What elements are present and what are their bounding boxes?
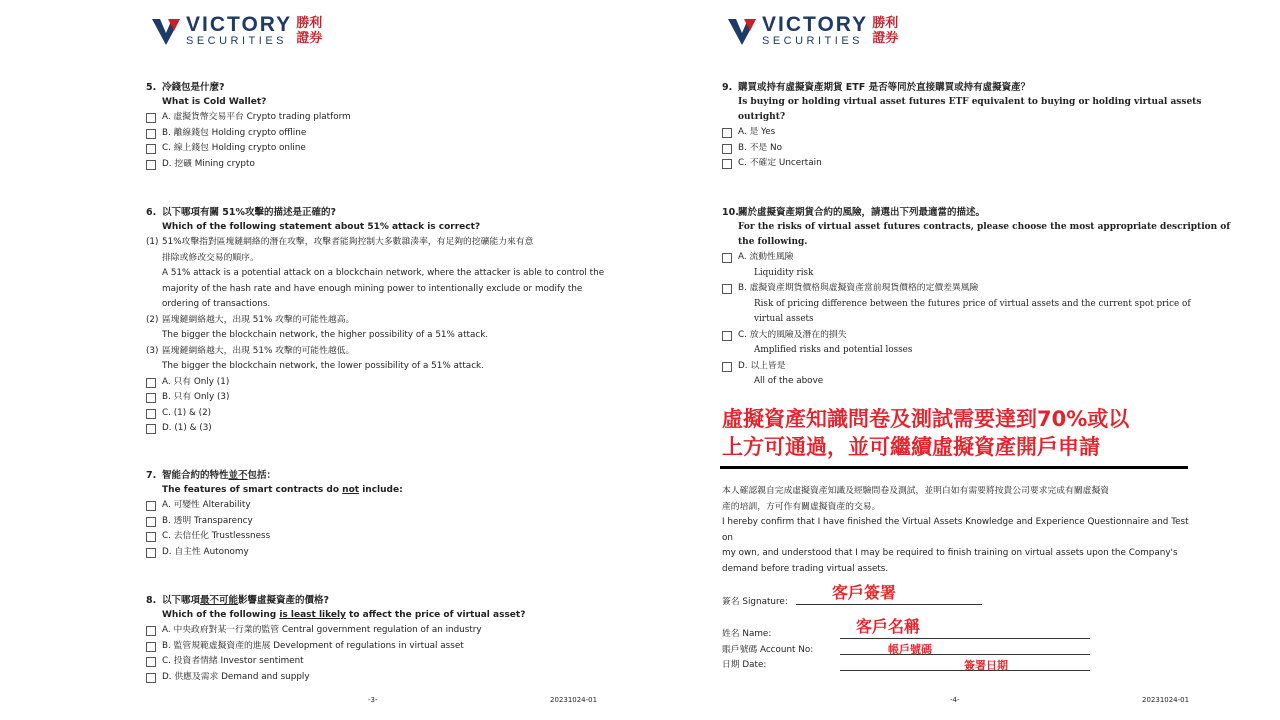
page-number: -3- — [368, 696, 378, 704]
notice-line-1: 虛擬資產知識問卷及測試需要達到70%或以 — [722, 407, 1130, 431]
confirm-text: 產的培訓，方可作有關虛擬資產的交易。 — [722, 501, 881, 512]
checkbox[interactable] — [146, 409, 156, 419]
q9-number: 9. — [722, 82, 733, 93]
option-label: C. 投資者情緒 Investor sentiment — [162, 656, 304, 666]
q6-number: 6. — [146, 207, 157, 218]
q8-number: 8. — [146, 595, 157, 606]
q5-english: What is Cold Wallet? — [162, 97, 267, 107]
statement-text: 51%攻擊指對區塊鏈網絡的潛在攻擊，攻擊者能夠控制大多數雜湊率，有足夠的挖礦能力來有意 — [162, 237, 534, 247]
checkbox[interactable] — [146, 657, 156, 667]
q10-english-2: the following. — [738, 237, 808, 247]
date-placeholder: 簽署日期 — [964, 659, 1008, 672]
option-label: A. 是 Yes — [738, 127, 776, 137]
checkbox[interactable] — [146, 424, 156, 434]
q9-option-c[interactable] — [722, 156, 1201, 172]
q9-english-1: Is buying or holding virtual asset futures ETF equivalent to buying or holding virtual assets — [738, 97, 1202, 107]
confirm-text: my own, and understood that I may be required to finish training on virtual assets upon the Company's — [722, 548, 1178, 558]
logo-sub: SECURITIES — [762, 35, 864, 47]
q5-title: 冷錢包是什麼? — [162, 82, 225, 93]
option-label: C. 放大的風險及潛在的損失 — [738, 329, 847, 340]
option-label: D. (1) & (3) — [162, 423, 212, 433]
q7-option-a[interactable] — [146, 498, 403, 514]
checkbox[interactable] — [722, 159, 732, 169]
q10-english-1: For the risks of virtual asset futures contracts, please choose the most appropriate description of — [738, 222, 1231, 232]
statement-label: (2) — [146, 314, 159, 325]
q9-option-a[interactable] — [722, 125, 1201, 141]
q8-title-underlined: 最不可能 — [200, 595, 239, 606]
option-label: B. 監管規範虛擬資產的進展 Development of regulations in virtual asset — [162, 640, 464, 651]
q10-option-a[interactable] — [722, 250, 1230, 266]
checkbox[interactable] — [146, 532, 156, 542]
signature-placeholder: 客戶簽署 — [832, 583, 897, 602]
question-7 — [146, 468, 403, 560]
statement-text: 區塊鏈網絡越大，出現 51% 攻擊的可能性越低。 — [162, 345, 355, 356]
question-5 — [146, 80, 351, 172]
option-label: C. (1) & (2) — [162, 407, 212, 418]
account-label: 賬戶號碼 Account No: — [722, 645, 814, 655]
checkbox[interactable] — [146, 160, 156, 170]
option-english: Liquidity risk — [754, 267, 814, 278]
option-label: C. 線上錢包 Holding crypto online — [162, 143, 306, 153]
option-label: B. 只有 Only (3) — [162, 392, 230, 402]
q7-en-underlined: not — [342, 485, 360, 495]
option-english: Risk of pricing difference between the futures price of virtual assets and the current spot price of — [754, 298, 1191, 309]
q7-title-underlined: 並不 — [228, 470, 248, 481]
victory-logo-mark-icon — [150, 15, 182, 47]
logo-brand: VICTORY — [762, 13, 869, 36]
notice-line-2: 上方可通過，並可繼續虛擬資產開戶申請 — [722, 435, 1100, 459]
document-code: 20231024-01 — [550, 696, 598, 704]
statement-text: 區塊鏈網絡越大，出現 51% 攻擊的可能性越高。 — [162, 314, 355, 325]
option-label: D. 自主性 Autonomy — [162, 546, 249, 557]
logo-brand: VICTORY — [186, 13, 293, 36]
option-label: C. 去信任化 Trustlessness — [162, 531, 271, 541]
statement-2 — [146, 313, 604, 344]
q6-option-d[interactable] — [146, 421, 604, 437]
statement-text: 排除或修改交易的順序。 — [162, 252, 259, 263]
checkbox[interactable] — [146, 393, 156, 403]
checkbox[interactable] — [146, 378, 156, 388]
checkbox[interactable] — [146, 144, 156, 154]
q8-title: 以下哪項 — [162, 595, 201, 606]
q7-title: 智能合約的特性 — [162, 470, 229, 481]
option-label: C. 不確定 Uncertain — [738, 158, 822, 168]
statement-label: (1) — [146, 237, 159, 247]
q10-number: 10. — [722, 207, 739, 218]
q8-option-c[interactable] — [146, 654, 525, 670]
option-english: Amplified risks and potential losses — [754, 345, 913, 355]
question-8 — [146, 593, 525, 685]
logo-cn-1: 勝利 — [296, 15, 323, 31]
statement-text: The bigger the blockchain network, the higher possibility of a 51% attack. — [162, 330, 489, 340]
option-label: A. 可變性 Alterability — [162, 500, 251, 510]
statement-text: The bigger the blockchain network, the lower possibility of a 51% attack. — [162, 361, 484, 371]
q9-title: 購買或持有虛擬資產期貨 ETF 是否等同於直接購買或持有虛擬資產？ — [738, 82, 1031, 93]
statement-1 — [146, 235, 604, 313]
confirm-text: demand before trading virtual assets. — [722, 563, 889, 574]
divider — [720, 466, 1188, 469]
q9-english-2: outright? — [738, 112, 786, 122]
statement-text: ordering of transactions. — [162, 299, 271, 309]
victory-logo — [726, 14, 898, 47]
q9-option-b[interactable] — [722, 141, 1201, 157]
q10-option-c[interactable] — [722, 328, 1230, 344]
checkbox[interactable] — [722, 284, 732, 294]
checkbox[interactable] — [722, 144, 732, 154]
statement-text: majority of the hash rate and have enough mining power to intentionally exclude or modify the — [162, 283, 583, 294]
q8-en-underlined: is least likely — [279, 610, 346, 620]
option-english: All of the above — [754, 376, 824, 386]
q8-en-text: Which of the following — [162, 610, 280, 620]
checkbox[interactable] — [146, 501, 156, 511]
q10-option-b[interactable] — [722, 281, 1230, 297]
q8-option-d[interactable] — [146, 670, 525, 686]
q10-option-d[interactable] — [722, 359, 1230, 375]
q6-title: 以下哪項有關 51%攻擊的描述是正確的? — [162, 207, 337, 218]
page-number: -4- — [950, 696, 960, 704]
checkbox[interactable] — [722, 253, 732, 263]
logo-cn-1: 勝利 — [872, 15, 899, 31]
confirm-text: I hereby confirm that I have finished the Virtual Assets Knowledge and Experience Questionnaire and Test on — [722, 517, 1189, 543]
q5-number: 5. — [146, 82, 157, 93]
q5-option-b[interactable] — [146, 126, 351, 142]
confirm-text: 本人確認親自完成虛擬資產知識及經驗問卷及測試，並明白如有需要將按貴公司要求完成有關虛擬資 — [722, 486, 1110, 496]
checkbox[interactable] — [146, 548, 156, 558]
q8-option-b[interactable] — [146, 639, 525, 655]
option-label: B. 不是 No — [738, 142, 782, 153]
q5-option-a[interactable] — [146, 110, 351, 126]
checkbox[interactable] — [722, 331, 732, 341]
option-label: B. 離線錢包 Holding crypto offline — [162, 127, 307, 138]
q7-english — [146, 483, 403, 498]
option-label: A. 只有 Only (1) — [162, 376, 230, 387]
account-placeholder: 帳戶號碼 — [888, 643, 932, 656]
date-label: 日期 Date: — [722, 660, 767, 670]
q7-title-end: 包括： — [247, 470, 277, 481]
statement-label: (3) — [146, 345, 159, 356]
checkbox[interactable] — [722, 362, 732, 372]
option-label: A. 虛擬貨幣交易平台 Crypto trading platform — [162, 112, 351, 122]
option-label: D. 以上皆是 — [738, 360, 786, 371]
statement-3 — [146, 344, 604, 375]
q8-title-end: 影響虛擬資產的價格? — [238, 595, 330, 606]
victory-logo-mark-icon — [726, 15, 758, 47]
checkbox[interactable] — [146, 517, 156, 527]
statement-text: A 51% attack is a potential attack on a blockchain network, where the attacker is able to control the — [162, 268, 605, 278]
option-label: A. 流動性風險 — [738, 252, 794, 262]
confirmation-statement — [722, 484, 1192, 577]
q8-option-a[interactable] — [146, 623, 525, 639]
q7-number: 7. — [146, 470, 157, 481]
question-10 — [722, 205, 1230, 390]
question-6 — [146, 205, 604, 437]
q6-english: Which of the following statement about 51% attack is correct? — [162, 222, 481, 232]
q7-en-end: include: — [359, 485, 403, 495]
q5-option-c[interactable] — [146, 141, 351, 157]
q10-title: 關於虛擬資產期貨合約的風險，請選出下列最適當的描述。 — [738, 207, 986, 218]
checkbox[interactable] — [146, 113, 156, 123]
q7-option-b[interactable] — [146, 514, 403, 530]
q8-en-end: to affect the price of virtual asset? — [345, 610, 526, 620]
victory-logo — [150, 14, 322, 47]
checkbox[interactable] — [146, 673, 156, 683]
q7-option-c[interactable] — [146, 529, 403, 545]
question-9 — [722, 80, 1201, 172]
q7-en-text: The features of smart contracts do — [162, 485, 343, 495]
checkbox[interactable] — [722, 128, 732, 138]
logo-sub: SECURITIES — [186, 35, 288, 47]
checkbox[interactable] — [146, 642, 156, 652]
q8-english — [146, 608, 525, 623]
logo-cn-2: 證券 — [296, 30, 323, 46]
signature-label: 簽名 Signature: — [722, 597, 788, 607]
q7-option-d[interactable] — [146, 545, 403, 561]
checkbox[interactable] — [146, 626, 156, 636]
option-label: B. 虛擬資產期貨價格與虛擬資產當前現貨價格的定價差異風險 — [738, 283, 979, 293]
option-label: B. 透明 Transparency — [162, 515, 253, 526]
pass-requirement-notice — [722, 405, 1192, 461]
option-label: D. 挖礦 Mining crypto — [162, 158, 255, 169]
q6-option-c[interactable] — [146, 406, 604, 422]
option-english: virtual assets — [754, 314, 814, 324]
checkbox[interactable] — [146, 129, 156, 139]
q6-option-a[interactable] — [146, 375, 604, 391]
option-label: A. 中央政府對某一行業的監管 Central government regulation of an industry — [162, 625, 482, 635]
name-placeholder: 客戶名稱 — [856, 617, 921, 636]
logo-cn-2: 證券 — [872, 30, 899, 46]
q5-option-d[interactable] — [146, 157, 351, 173]
account-field[interactable] — [840, 643, 1090, 655]
option-label: D. 供應及需求 Demand and supply — [162, 671, 310, 682]
name-label: 姓名 Name: — [722, 629, 772, 639]
document-code: 20231024-01 — [1142, 696, 1190, 704]
q6-option-b[interactable] — [146, 390, 604, 406]
